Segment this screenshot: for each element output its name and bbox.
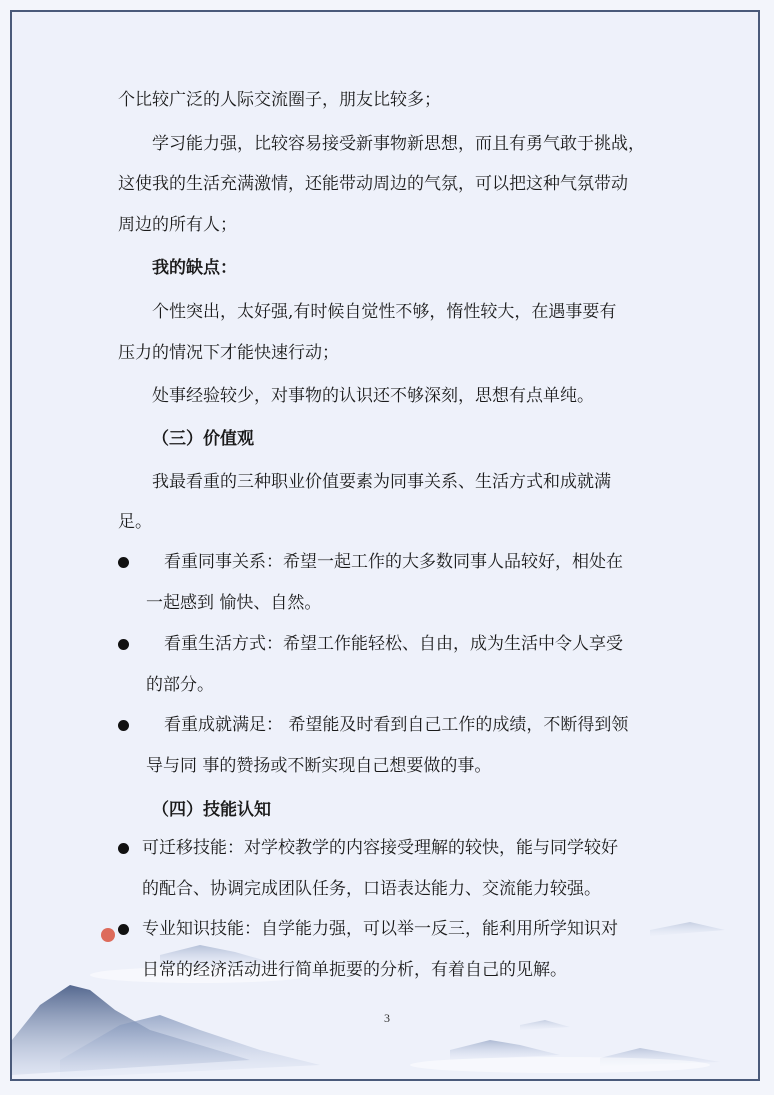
paragraph-line: 处事经验较少，对事物的认识还不够深刻，思想有点单纯。 xyxy=(152,386,594,406)
bullet-item-line: 专业知识技能：自学能力强，可以举一反三，能利用所学知识对 xyxy=(142,919,618,939)
bullet-icon xyxy=(118,720,129,731)
bullet-item-line: 可迁移技能：对学校教学的内容接受理解的较快，能与同学较好 xyxy=(142,838,618,858)
bullet-item-line: 日常的经济活动进行简单扼要的分析，有着自己的见解。 xyxy=(142,960,567,980)
bullet-icon xyxy=(118,557,129,568)
paragraph-line: 个性突出，太好强,有时候自觉性不够，惰性较大，在遇事要有 xyxy=(152,302,617,322)
bullet-item-line: 的配合、协调完成团队任务，口语表达能力、交流能力较强。 xyxy=(142,879,601,899)
bullet-item-line: 看重同事关系：希望一起工作的大多数同事人品较好，相处在 xyxy=(164,552,623,572)
paragraph-line: 这使我的生活充满激情，还能带动周边的气氛，可以把这种气氛带动 xyxy=(118,174,628,194)
bullet-item-line: 导与同 事的赞扬或不断实现自己想要做的事。 xyxy=(146,756,492,776)
paragraph-line: 周边的所有人； xyxy=(118,215,237,235)
paragraph-line: 压力的情况下才能快速行动； xyxy=(118,343,339,363)
section-heading-skills: （四）技能认知 xyxy=(152,800,271,820)
bullet-item-line: 看重生活方式：希望工作能轻松、自由，成为生活中令人享受 xyxy=(164,634,623,654)
paragraph-line: 我最看重的三种职业价值要素为同事关系、生活方式和成就满 xyxy=(152,472,611,492)
red-sun-icon xyxy=(101,928,115,942)
bullet-item-line: 一起感到 愉快、自然。 xyxy=(146,593,322,613)
bullet-icon xyxy=(118,843,129,854)
section-heading-weaknesses: 我的缺点： xyxy=(152,258,237,278)
paragraph-line: 足。 xyxy=(118,512,152,532)
paragraph-line: 学习能力强，比较容易接受新事物新思想，而且有勇气敢于挑战， xyxy=(152,134,645,154)
bullet-icon xyxy=(118,639,129,650)
bullet-item-line: 的部分。 xyxy=(146,675,214,695)
bullet-icon xyxy=(118,924,129,935)
page-number: 3 xyxy=(384,1011,390,1025)
bullet-item-line: 看重成就满足： 希望能及时看到自己工作的成绩，不断得到领 xyxy=(164,715,629,735)
paragraph-line: 个比较广泛的人际交流圈子，朋友比较多； xyxy=(118,90,441,110)
section-heading-values: （三）价值观 xyxy=(152,429,254,449)
